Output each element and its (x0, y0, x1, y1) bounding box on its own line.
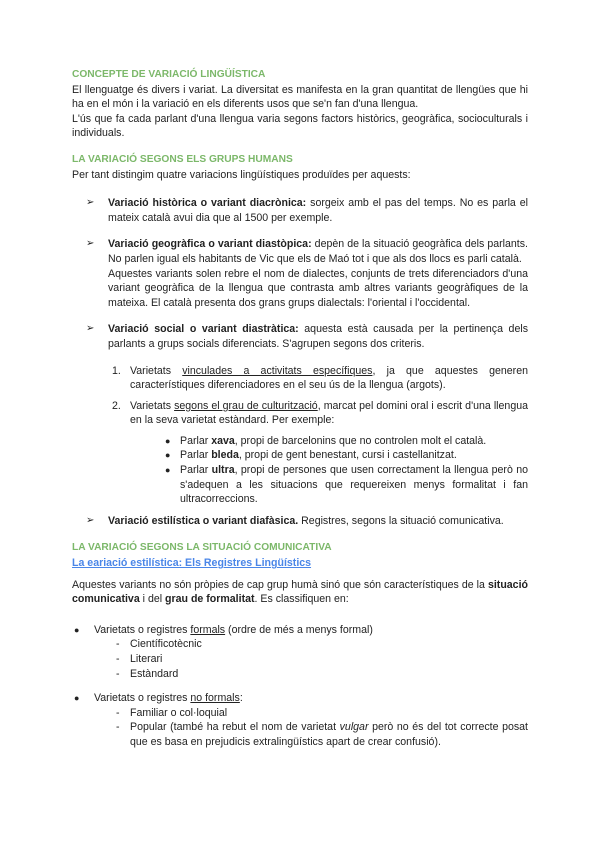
sub-list-item (72, 652, 528, 667)
item-text: aquesta està causada per la pertinença dels parlants a grups socials diferenciats. S'agrupen segons dos criteris. (108, 323, 528, 350)
dash-bullet: - (116, 706, 120, 719)
item-text: depèn de la situació geogràfica dels parlants. No parlen igual els habitants de Vic que els de Maó tot i que als dos llocs es parli català. (108, 238, 528, 265)
list-item-geografica (72, 237, 528, 310)
list-number: 1. (112, 364, 121, 377)
intro-bold: grau de formalitat (165, 593, 255, 606)
sub-item-text: Estàndard (130, 667, 179, 680)
item-extra: Aquestes variants solen rebre el nom de dialectes, conjunts de trets diferenciadors d'una variant geogràfica de la llengua que contrasta amb altres variants geogràfiques de la mateixa. El català presenta dos grans grups dialectals: l'oriental i l'occidental. (108, 267, 528, 309)
arrow-bullet-icon: ➢ (86, 323, 95, 335)
list-text: : (239, 692, 243, 705)
paragraph: El llenguatge és divers i variat. La diversitat es manifesta en la gran quantitat de llengües que hi ha en el món i la variació en els diferents usos que se'n fan d'una llengua. (72, 83, 528, 111)
sub-item-text: Científicotècnic (130, 638, 202, 651)
sub-list-item (72, 637, 528, 652)
arrow-bullet-icon: ➢ (86, 238, 95, 250)
example-text: Parlar (180, 434, 212, 447)
criteria-text: Varietats (130, 364, 183, 377)
example-text: , propi de barcelonins que no controlen molt el català. (234, 434, 487, 447)
sub-item-text: Literari (130, 653, 163, 665)
sub-list-item (72, 667, 528, 682)
criteria-item-2 (72, 399, 528, 428)
paragraph: L'ús que fa cada parlant d'una llengua varia segons factors històrics, geogràfica, socioculturals i individuals. (72, 112, 528, 140)
document-page (72, 68, 528, 750)
dot-bullet-icon: ● (165, 450, 171, 461)
dash-bullet: - (116, 653, 120, 665)
dot-bullet-icon: ● (165, 435, 171, 446)
item-text: Registres, segons la situació comunicativa. (298, 514, 504, 527)
item-label: Variació històrica o variant diacrònica: (108, 197, 307, 210)
list-item-estilistica (72, 514, 528, 529)
sub-list-item (72, 706, 528, 721)
arrow-bullet-icon: ➢ (86, 197, 95, 209)
intro-text: i del (139, 593, 166, 606)
example-text: Parlar (180, 464, 212, 477)
example-text: , propi de gent benestant, cursi i castellanitzat. (238, 449, 457, 462)
criteria-text: Varietats (130, 399, 175, 412)
criteria-underline: segons el grau de culturització (174, 399, 318, 412)
example-item-xava (72, 434, 528, 449)
example-text: Parlar (180, 449, 212, 462)
item-label: Variació estilística o variant diafàsica. (108, 514, 299, 527)
list-number: 2. (112, 399, 121, 412)
arrow-bullet-icon: ➢ (86, 514, 95, 526)
criteria-underline: vinculades a activitats específiques (182, 364, 373, 377)
paragraph (72, 578, 528, 607)
list-item-social (72, 322, 528, 351)
sub-list-item (72, 720, 528, 749)
intro-text: . Es classifiquen en: (254, 593, 349, 606)
sub-item-italic: vulgar (339, 721, 369, 734)
example-word: ultra (211, 464, 235, 477)
subsection-title: La eariació estilística: Els Registres Lingüístics (72, 557, 312, 570)
dash-bullet: - (116, 638, 120, 651)
item-text: sorgeix amb el pas del temps. No es parla el mateix català avui dia que al 1500 per exemple. (108, 197, 528, 224)
example-item-bleda (72, 448, 528, 463)
item-label: Variació geogràfica o variant diastòpica: (108, 238, 312, 251)
sub-item-text: Familiar o col·loquial (130, 706, 228, 719)
list-underline: no formals (190, 692, 240, 705)
list-text: Varietats o registres (94, 623, 191, 636)
list-underline: formals (190, 623, 226, 636)
criteria-item-1 (72, 364, 528, 393)
list-item-historica (72, 196, 528, 225)
section-title-situacio: LA VARIACIÓ SEGONS LA SITUACIÓ COMUNICATIVA (72, 542, 332, 554)
section-title-concepte: CONCEPTE DE VARIACIÓ LINGÜÍSTICA (72, 69, 266, 80)
list-item-formals (72, 623, 528, 638)
criteria-text: , ja que aquestes generen característiques diferenciadores en el seu ús de la llengua (argots). (130, 364, 528, 392)
example-text: , propi de persones que usen correctament la llengua però no s'adequen a les situacions que requereixen menys formalitat i fan ultracorreccions. (180, 464, 529, 506)
example-word: xava (211, 434, 235, 447)
paragraph: Per tant distingim quatre variacions lingüístiques produïdes per aquests: (72, 168, 411, 181)
list-text: Varietats o registres (94, 692, 191, 705)
intro-text: Aquestes variants no són pròpies de cap grup humà sinó que són característiques de la (72, 578, 488, 591)
criteria-text: , marcat pel domini oral i escrit d'una llengua en la seva varietat estàndard. Per exemple: (130, 399, 528, 427)
list-text: (ordre de més a menys formal) (225, 623, 373, 636)
dash-bullet: - (116, 721, 120, 734)
intro-bold: situació comunicativa (72, 578, 528, 606)
item-label: Variació social o variant diastràtica: (108, 323, 299, 336)
section-title-grups-humans: LA VARIACIÓ SEGONS ELS GRUPS HUMANS (72, 153, 293, 165)
list-item-no-formals (72, 691, 528, 706)
dot-bullet-icon: ● (74, 624, 80, 635)
sub-item-text: Popular (també ha rebut el nom de varietat (130, 721, 340, 734)
example-item-ultra (72, 463, 528, 507)
example-word: bleda (211, 449, 239, 462)
dot-bullet-icon: ● (74, 693, 80, 704)
dash-bullet: - (116, 667, 120, 680)
dot-bullet-icon: ● (165, 465, 171, 476)
sub-item-text: però no és del tot correcte posat que es basa en prejudicis extralingüístics apart de crear confusió). (130, 721, 528, 748)
